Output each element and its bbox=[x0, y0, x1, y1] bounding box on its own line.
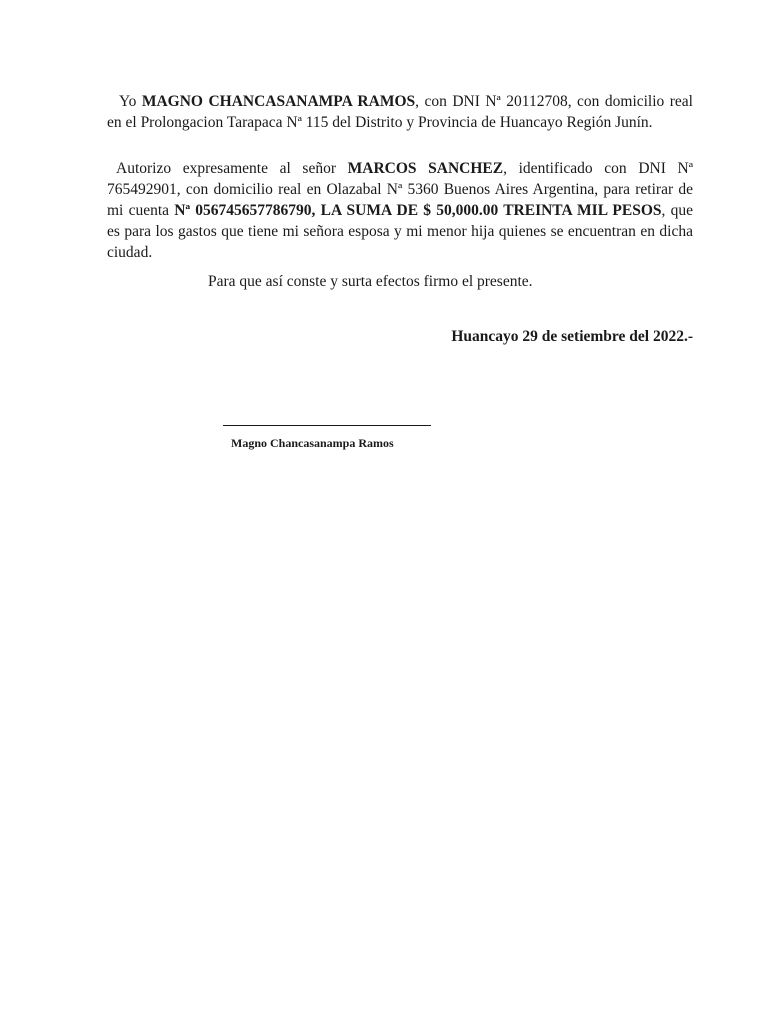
paragraph-authorization-details: , identificado con DNI Nª 765492901, con domicilio real en Olazabal Nª 5360 Buenos Aires Argentina, para retirar de mi cuenta bbox=[107, 160, 693, 219]
paragraph-authorization bbox=[107, 158, 693, 263]
paragraph-authorization-intro: Autorizo expresamente al señor bbox=[116, 160, 348, 177]
place-and-date: Huancayo 29 de setiembre del 2022.- bbox=[451, 328, 693, 345]
authorized-person-name: MARCOS SANCHEZ bbox=[347, 160, 504, 177]
grantor-name: MAGNO CHANCASANAMPA RAMOS bbox=[141, 93, 416, 110]
paragraph-identity-intro: Yo bbox=[119, 93, 142, 110]
closing-statement: Para que así conste y surta efectos firmo el presente. bbox=[208, 273, 533, 290]
signature-line bbox=[223, 425, 431, 426]
signature-name: Magno Chancasanampa Ramos bbox=[231, 436, 394, 450]
paragraph-identity-details: , con DNI Nª 20112708, con domicilio real en el Prolongacion Tarapaca Nª 115 del Distrito y Provincia de Huancayo Región Junín. bbox=[107, 93, 693, 131]
paragraph-identity bbox=[107, 91, 693, 133]
account-and-amount: Nª 056745657786790, LA SUMA DE $ 50,000.00 TREINTA MIL PESOS bbox=[174, 202, 662, 219]
paragraph-authorization-purpose: , que es para los gastos que tiene mi señora esposa y mi menor hija quienes se encuentran en dicha ciudad. bbox=[107, 202, 693, 261]
